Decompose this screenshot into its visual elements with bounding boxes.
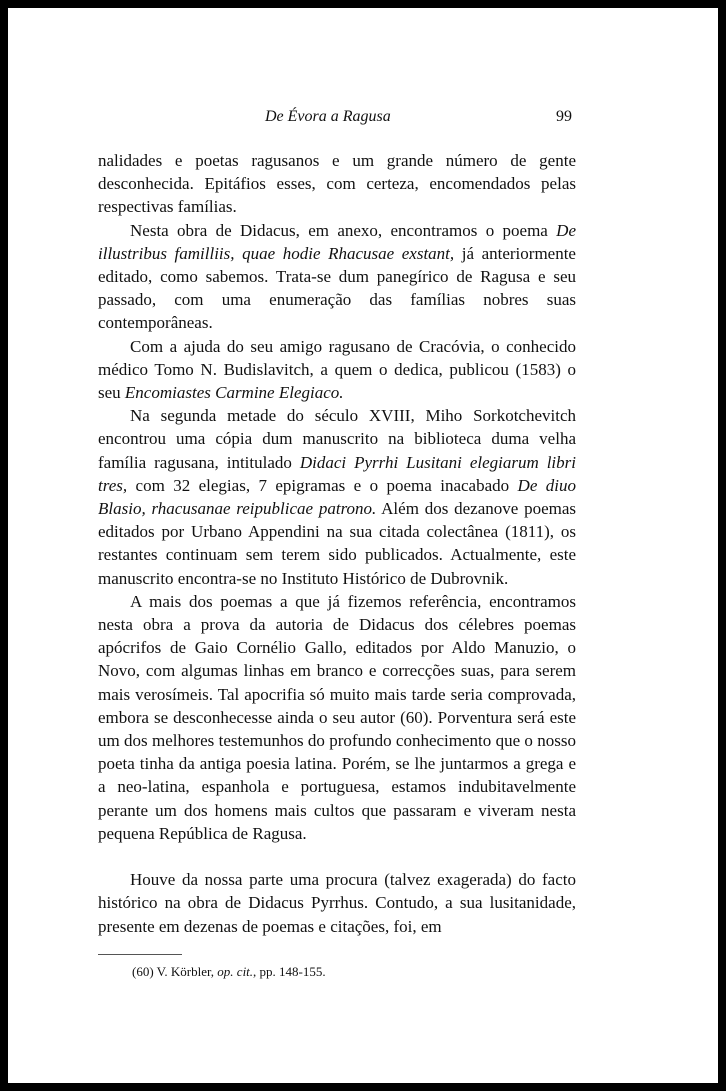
text-span: nalidades e poetas ragusanos e um grande número de gente desconhecida. Epitáfios esses, com certeza, encomendados pelas respectivas famílias. (98, 151, 576, 217)
footnote-italic: op. cit. (217, 964, 254, 979)
footnote-text: , pp. 148-155. (253, 964, 326, 979)
footnote-rule (98, 954, 182, 955)
text-span: com 32 elegias, 7 epigramas e o poema inacabado (127, 475, 518, 495)
paragraph-4 (98, 404, 576, 590)
italic-title: De illustribus familliis, quae hodie Rhacusae exstant, (98, 220, 576, 263)
paragraph-2 (98, 219, 576, 335)
italic-title: Didaci Pyrrhi Lusitani elegiarum libri tres, (98, 452, 576, 495)
footnote-60 (132, 964, 326, 980)
book-page (8, 8, 718, 1083)
paragraph-5 (98, 590, 576, 845)
text-span: Com a ajuda do seu amigo ragusano de Cracóvia, o conhecido médico Tomo N. Budislavitch, a quem o dedica, publicou (1583) o seu (98, 336, 576, 403)
body-text (98, 149, 576, 938)
footnote-text: (60) V. Körbler, (132, 964, 218, 979)
paragraph-3 (98, 335, 576, 405)
text-span: Na segunda metade do século XVIII, Miho Sorkotchevitch encontrou uma cópia dum manuscrito na biblioteca duma velha família ragusana, intitulado (98, 406, 576, 472)
text-span: Além dos dezanove poemas editados por Urbano Appendini na sua citada colectânea (1811), os restantes continuam sem terem sido publicados. Actualmente, este manuscrito encontra-se no Instituto Histórico de Dubrovnik. (98, 499, 576, 588)
text-span: Nesta obra de Didacus, em anexo, encontramos o poema (130, 220, 557, 240)
italic-title: Encomiastes Carmine Elegiaco. (124, 383, 344, 403)
paragraph-6 (98, 868, 576, 938)
text-span: A mais dos poemas a que já fizemos referência, encontramos nesta obra a prova da autoria de Didacus dos célebres poemas apócrifos de Gaio Cornélio Gallo, editados por Aldo Manuzio, o Novo, com algumas linhas em branco e correcções suas, para serem mais verosímeis. Tal apocrifia só muito mais tarde seria comprovada, embora se desconhecesse ainda o seu autor (60). Porventura será este um dos melhores testemunhos do profundo conhecimento que o nosso poeta tinha da antiga poesia latina. Porém, se lhe juntarmos a grega e a neo-latina, espanhola e portuguesa, estamos indubitavelmente perante um dos homens mais cultos que passaram e viveram nesta pequena República de Ragusa. (98, 591, 576, 843)
paragraph-1 (98, 149, 576, 219)
text-span: já anteriormente editado, como sabemos. Trata-se dum panegírico de Ragusa e seu passado, com uma enumeração das famílias nobres suas contemporâneas. (98, 243, 576, 333)
running-header (8, 108, 718, 132)
text-span: Houve da nossa parte uma procura (talvez exagerada) do facto histórico na obra de Didacus Pyrrhus. Contudo, a sua lusitanidade, presente em dezenas de poemas e citações, foi, em (98, 870, 576, 936)
italic-title: De diuo Blasio, rhacusanae reipublicae patrono. (98, 475, 576, 519)
running-title: De Évora a Ragusa (265, 108, 391, 125)
page-number: 99 (556, 108, 572, 125)
